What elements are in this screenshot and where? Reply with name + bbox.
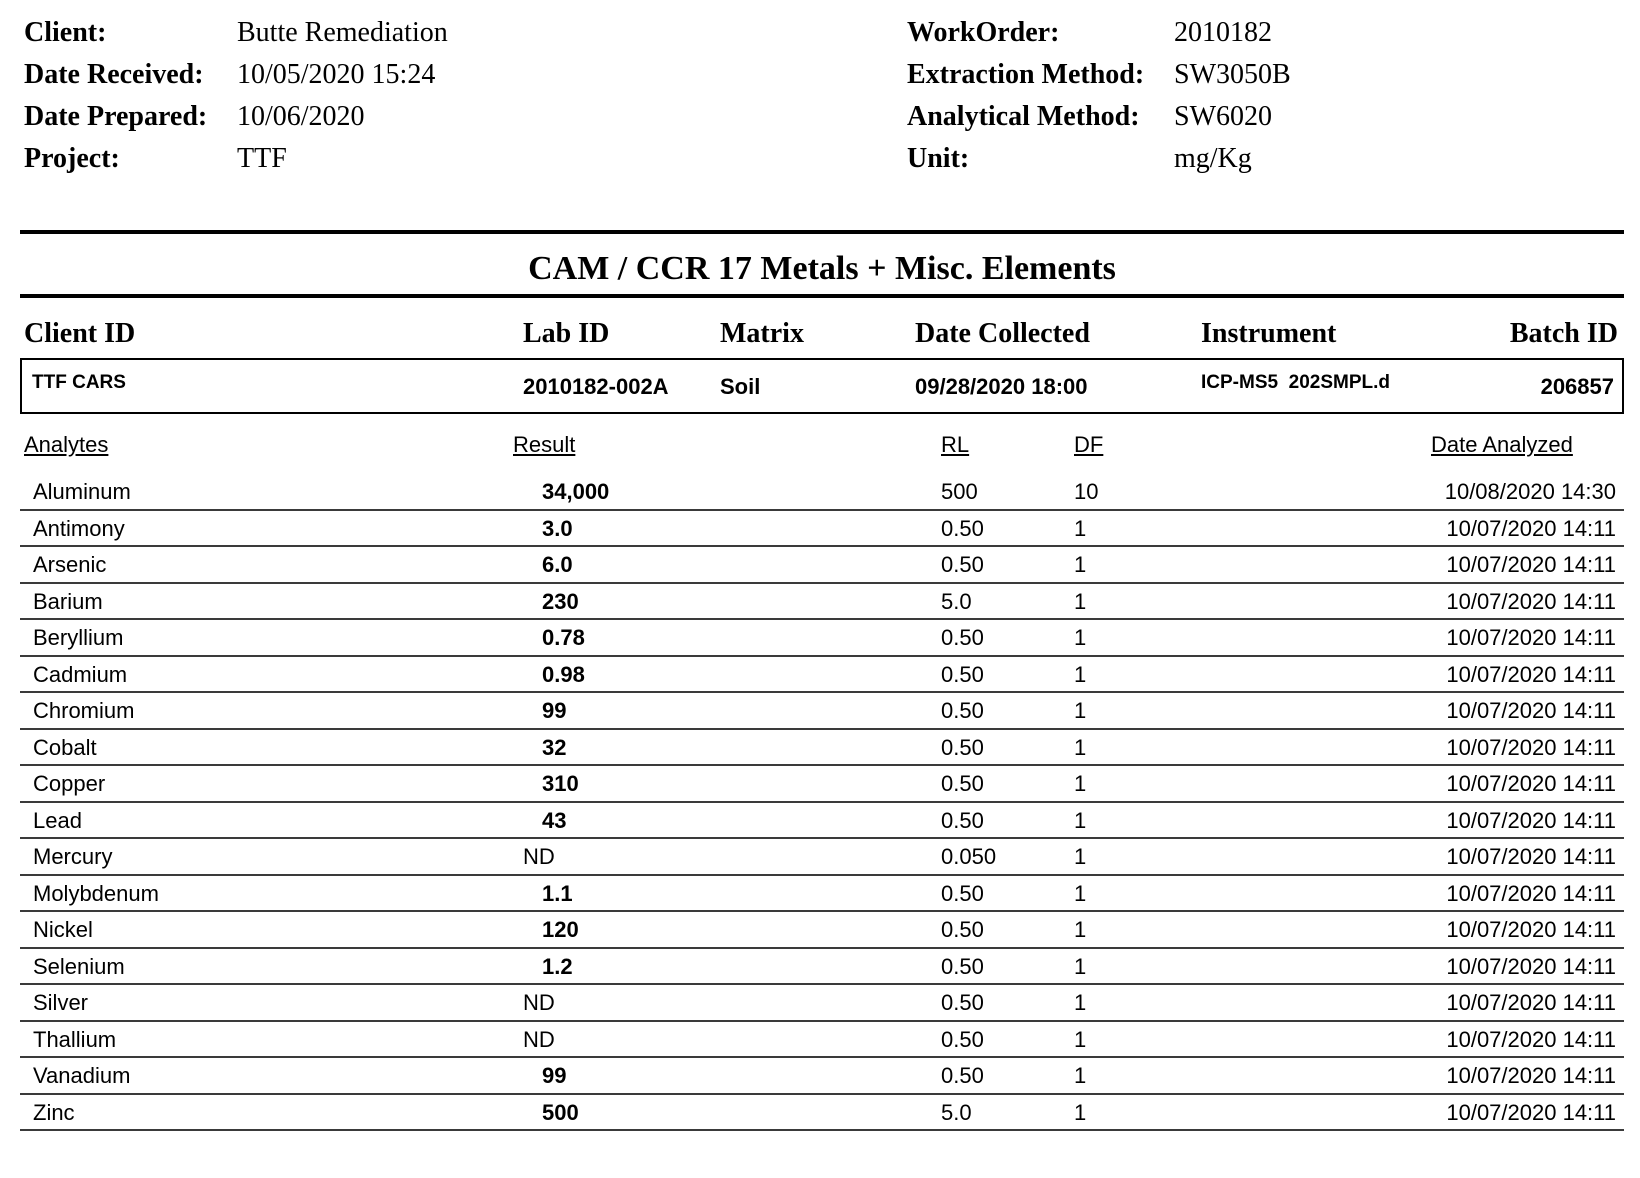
header-row-date-prepared	[24, 96, 448, 138]
analyte-name: Antimony	[33, 515, 125, 541]
analyte-result: 32	[542, 734, 567, 760]
analyte-result: ND	[523, 990, 555, 1015]
analyte-result: 500	[542, 1099, 579, 1125]
table-row	[20, 474, 1624, 511]
analyte-date-analyzed: 10/07/2020 14:11	[1446, 698, 1616, 723]
analyte-df: 1	[1074, 1099, 1087, 1125]
analyte-date-analyzed: 10/07/2020 14:11	[1446, 1026, 1616, 1052]
analyte-result: 3.0	[542, 515, 573, 541]
analyte-rl: 0.050	[941, 844, 997, 869]
extraction-method-label: Extraction Method:	[907, 59, 1145, 90]
table-row	[20, 1022, 1624, 1059]
table-row	[20, 657, 1624, 694]
analyte-rl: 0.50	[941, 661, 984, 687]
analyte-df: 1	[1074, 990, 1087, 1015]
analyte-rl: 0.50	[941, 625, 984, 650]
analyte-result: 6.0	[542, 552, 573, 577]
client-value: Butte Remediation	[237, 17, 448, 48]
analyte-name: Silver	[33, 990, 89, 1015]
analytical-method-value: SW6020	[1174, 101, 1272, 132]
analyte-date-analyzed: 10/07/2020 14:11	[1446, 917, 1616, 942]
table-row	[20, 584, 1624, 621]
analyte-df: 1	[1074, 917, 1087, 942]
title-rule-bottom	[20, 294, 1624, 298]
date-received-label: Date Received:	[24, 59, 204, 90]
unit-value: mg/Kg	[1174, 143, 1252, 174]
header-row-workorder	[907, 12, 1291, 54]
analyte-name: Aluminum	[33, 479, 131, 504]
table-row	[20, 547, 1624, 584]
analyte-name: Lead	[33, 807, 82, 833]
analyte-name: Cadmium	[33, 661, 128, 687]
analyte-rl: 5.0	[941, 588, 972, 614]
analyte-df: 1	[1074, 625, 1087, 650]
analyte-name: Mercury	[33, 844, 113, 869]
analyte-df: 1	[1074, 552, 1087, 577]
analyte-rl: 0.50	[941, 1026, 984, 1052]
lab-id-header: Lab ID	[523, 318, 610, 349]
analyte-name: Selenium	[33, 953, 125, 979]
analytes-header: Analytes	[24, 432, 109, 457]
analyte-rl: 0.50	[941, 917, 984, 942]
analytes-column-headers	[0, 432, 1640, 464]
analyte-result: 120	[542, 917, 579, 942]
matrix-header: Matrix	[720, 318, 804, 349]
analyte-result: 43	[542, 807, 567, 833]
analyte-result: 0.98	[542, 661, 585, 687]
analyte-date-analyzed: 10/07/2020 14:11	[1446, 990, 1616, 1015]
analyte-df: 10	[1074, 479, 1099, 504]
batch-id-header: Batch ID	[1509, 318, 1618, 349]
analyte-name: Nickel	[33, 917, 93, 942]
analyte-result: 0.78	[542, 625, 585, 650]
title-rule-top	[20, 230, 1624, 234]
analyte-name: Barium	[33, 588, 103, 614]
analyte-rl: 5.0	[941, 1099, 972, 1125]
date-analyzed-header: Date Analyzed	[1431, 432, 1573, 457]
analyte-date-analyzed: 10/08/2020 14:30	[1444, 479, 1616, 504]
table-row	[20, 766, 1624, 803]
analyte-df: 1	[1074, 515, 1087, 541]
table-row	[20, 912, 1624, 949]
report-header-right	[907, 12, 1291, 180]
table-row	[20, 1058, 1624, 1095]
sample-header	[0, 318, 1640, 358]
analyte-date-analyzed: 10/07/2020 14:11	[1446, 1099, 1616, 1125]
analyte-result: ND	[523, 1026, 555, 1052]
date-prepared-label: Date Prepared:	[24, 101, 208, 132]
table-row	[20, 985, 1624, 1022]
date-received-value: 10/05/2020 15:24	[237, 59, 436, 90]
extraction-method-value: SW3050B	[1174, 59, 1291, 90]
client-label: Client:	[24, 17, 107, 48]
analyte-date-analyzed: 10/07/2020 14:11	[1446, 771, 1616, 796]
analyte-df: 1	[1074, 661, 1087, 687]
analyte-result: 310	[542, 771, 579, 796]
sample-batch-id: 206857	[1540, 374, 1614, 399]
analyte-result: 1.2	[542, 953, 573, 979]
table-row	[20, 1095, 1624, 1132]
analyte-rl: 500	[941, 479, 978, 504]
analyte-rl: 0.50	[941, 771, 984, 796]
analyte-df: 1	[1074, 953, 1087, 979]
sample-date-collected: 09/28/2020 18:00	[915, 374, 1088, 399]
analyte-rl: 0.50	[941, 807, 984, 833]
analyte-df: 1	[1074, 698, 1087, 723]
analyte-df: 1	[1074, 844, 1087, 869]
result-header: Result	[513, 432, 576, 457]
analyte-rl: 0.50	[941, 990, 984, 1015]
analyte-rl: 0.50	[941, 1063, 984, 1088]
table-row	[20, 949, 1624, 986]
rl-header: RL	[941, 432, 970, 457]
analyte-df: 1	[1074, 588, 1087, 614]
analyte-result: 230	[542, 588, 579, 614]
table-row	[20, 511, 1624, 548]
table-row	[20, 876, 1624, 913]
analyte-result: ND	[523, 844, 555, 869]
analyte-name: Thallium	[33, 1026, 117, 1052]
date-collected-header: Date Collected	[915, 318, 1090, 349]
analyte-rl: 0.50	[941, 552, 984, 577]
analyte-df: 1	[1074, 1026, 1087, 1052]
analyte-df: 1	[1074, 771, 1087, 796]
analyte-date-analyzed: 10/07/2020 14:11	[1446, 515, 1616, 541]
analyte-date-analyzed: 10/07/2020 14:11	[1446, 734, 1616, 760]
sample-client-id: TTF CARS	[32, 372, 126, 393]
table-row	[20, 620, 1624, 657]
analyte-rl: 0.50	[941, 953, 984, 979]
analyte-name: Chromium	[33, 698, 135, 723]
sample-matrix: Soil	[720, 374, 761, 399]
header-row-unit	[907, 138, 1291, 180]
table-row	[20, 693, 1624, 730]
client-id-header: Client ID	[24, 318, 136, 349]
analyte-df: 1	[1074, 807, 1087, 833]
header-row-project	[24, 138, 448, 180]
analyte-result: 34,000	[542, 479, 610, 504]
sample-lab-id: 2010182-002A	[523, 374, 669, 399]
analyte-df: 1	[1074, 734, 1087, 760]
table-row	[20, 839, 1624, 876]
analyte-rl: 0.50	[941, 515, 984, 541]
table-row	[20, 730, 1624, 767]
analyte-date-analyzed: 10/07/2020 14:11	[1446, 1063, 1616, 1088]
project-label: Project:	[24, 143, 120, 174]
analyte-date-analyzed: 10/07/2020 14:11	[1446, 552, 1616, 577]
analyte-date-analyzed: 10/07/2020 14:11	[1446, 880, 1616, 906]
df-header: DF	[1074, 432, 1104, 457]
analyte-df: 1	[1074, 880, 1087, 906]
analyte-name: Beryllium	[33, 625, 124, 650]
report-title: CAM / CCR 17 Metals + Misc. Elements	[528, 250, 1116, 287]
analyte-rl: 0.50	[941, 734, 984, 760]
analytes-table	[20, 474, 1624, 1131]
analyte-date-analyzed: 10/07/2020 14:11	[1446, 807, 1616, 833]
date-prepared-value: 10/06/2020	[237, 101, 365, 132]
header-row-date-received	[24, 54, 448, 96]
sample-instrument: ICP-MS5 202SMPL.d	[1201, 372, 1390, 393]
header-row-analytical-method	[907, 96, 1291, 138]
analyte-name: Molybdenum	[33, 880, 159, 906]
analyte-rl: 0.50	[941, 698, 984, 723]
instrument-header: Instrument	[1201, 318, 1337, 349]
analyte-date-analyzed: 10/07/2020 14:11	[1446, 588, 1616, 614]
workorder-label: WorkOrder:	[907, 17, 1060, 48]
analytical-method-label: Analytical Method:	[907, 101, 1140, 132]
unit-label: Unit:	[907, 143, 970, 174]
analyte-result: 99	[542, 698, 567, 723]
header-row-extraction-method	[907, 54, 1291, 96]
analyte-rl: 0.50	[941, 880, 984, 906]
analyte-date-analyzed: 10/07/2020 14:11	[1446, 625, 1616, 650]
analyte-date-analyzed: 10/07/2020 14:11	[1446, 661, 1616, 687]
analyte-result: 1.1	[542, 880, 573, 906]
project-value: TTF	[237, 143, 287, 174]
analyte-name: Copper	[33, 771, 106, 796]
analyte-result: 99	[542, 1063, 567, 1088]
workorder-value: 2010182	[1174, 17, 1272, 48]
analyte-date-analyzed: 10/07/2020 14:11	[1446, 953, 1616, 979]
analyte-df: 1	[1074, 1063, 1087, 1088]
analyte-name: Zinc	[33, 1099, 75, 1125]
analyte-name: Vanadium	[33, 1063, 131, 1088]
table-row	[20, 803, 1624, 840]
analyte-date-analyzed: 10/07/2020 14:11	[1446, 844, 1616, 869]
analyte-name: Arsenic	[33, 552, 107, 577]
analyte-name: Cobalt	[33, 734, 97, 760]
report-header-left	[24, 12, 448, 180]
sample-row	[20, 358, 1624, 414]
header-row-client	[24, 12, 448, 54]
